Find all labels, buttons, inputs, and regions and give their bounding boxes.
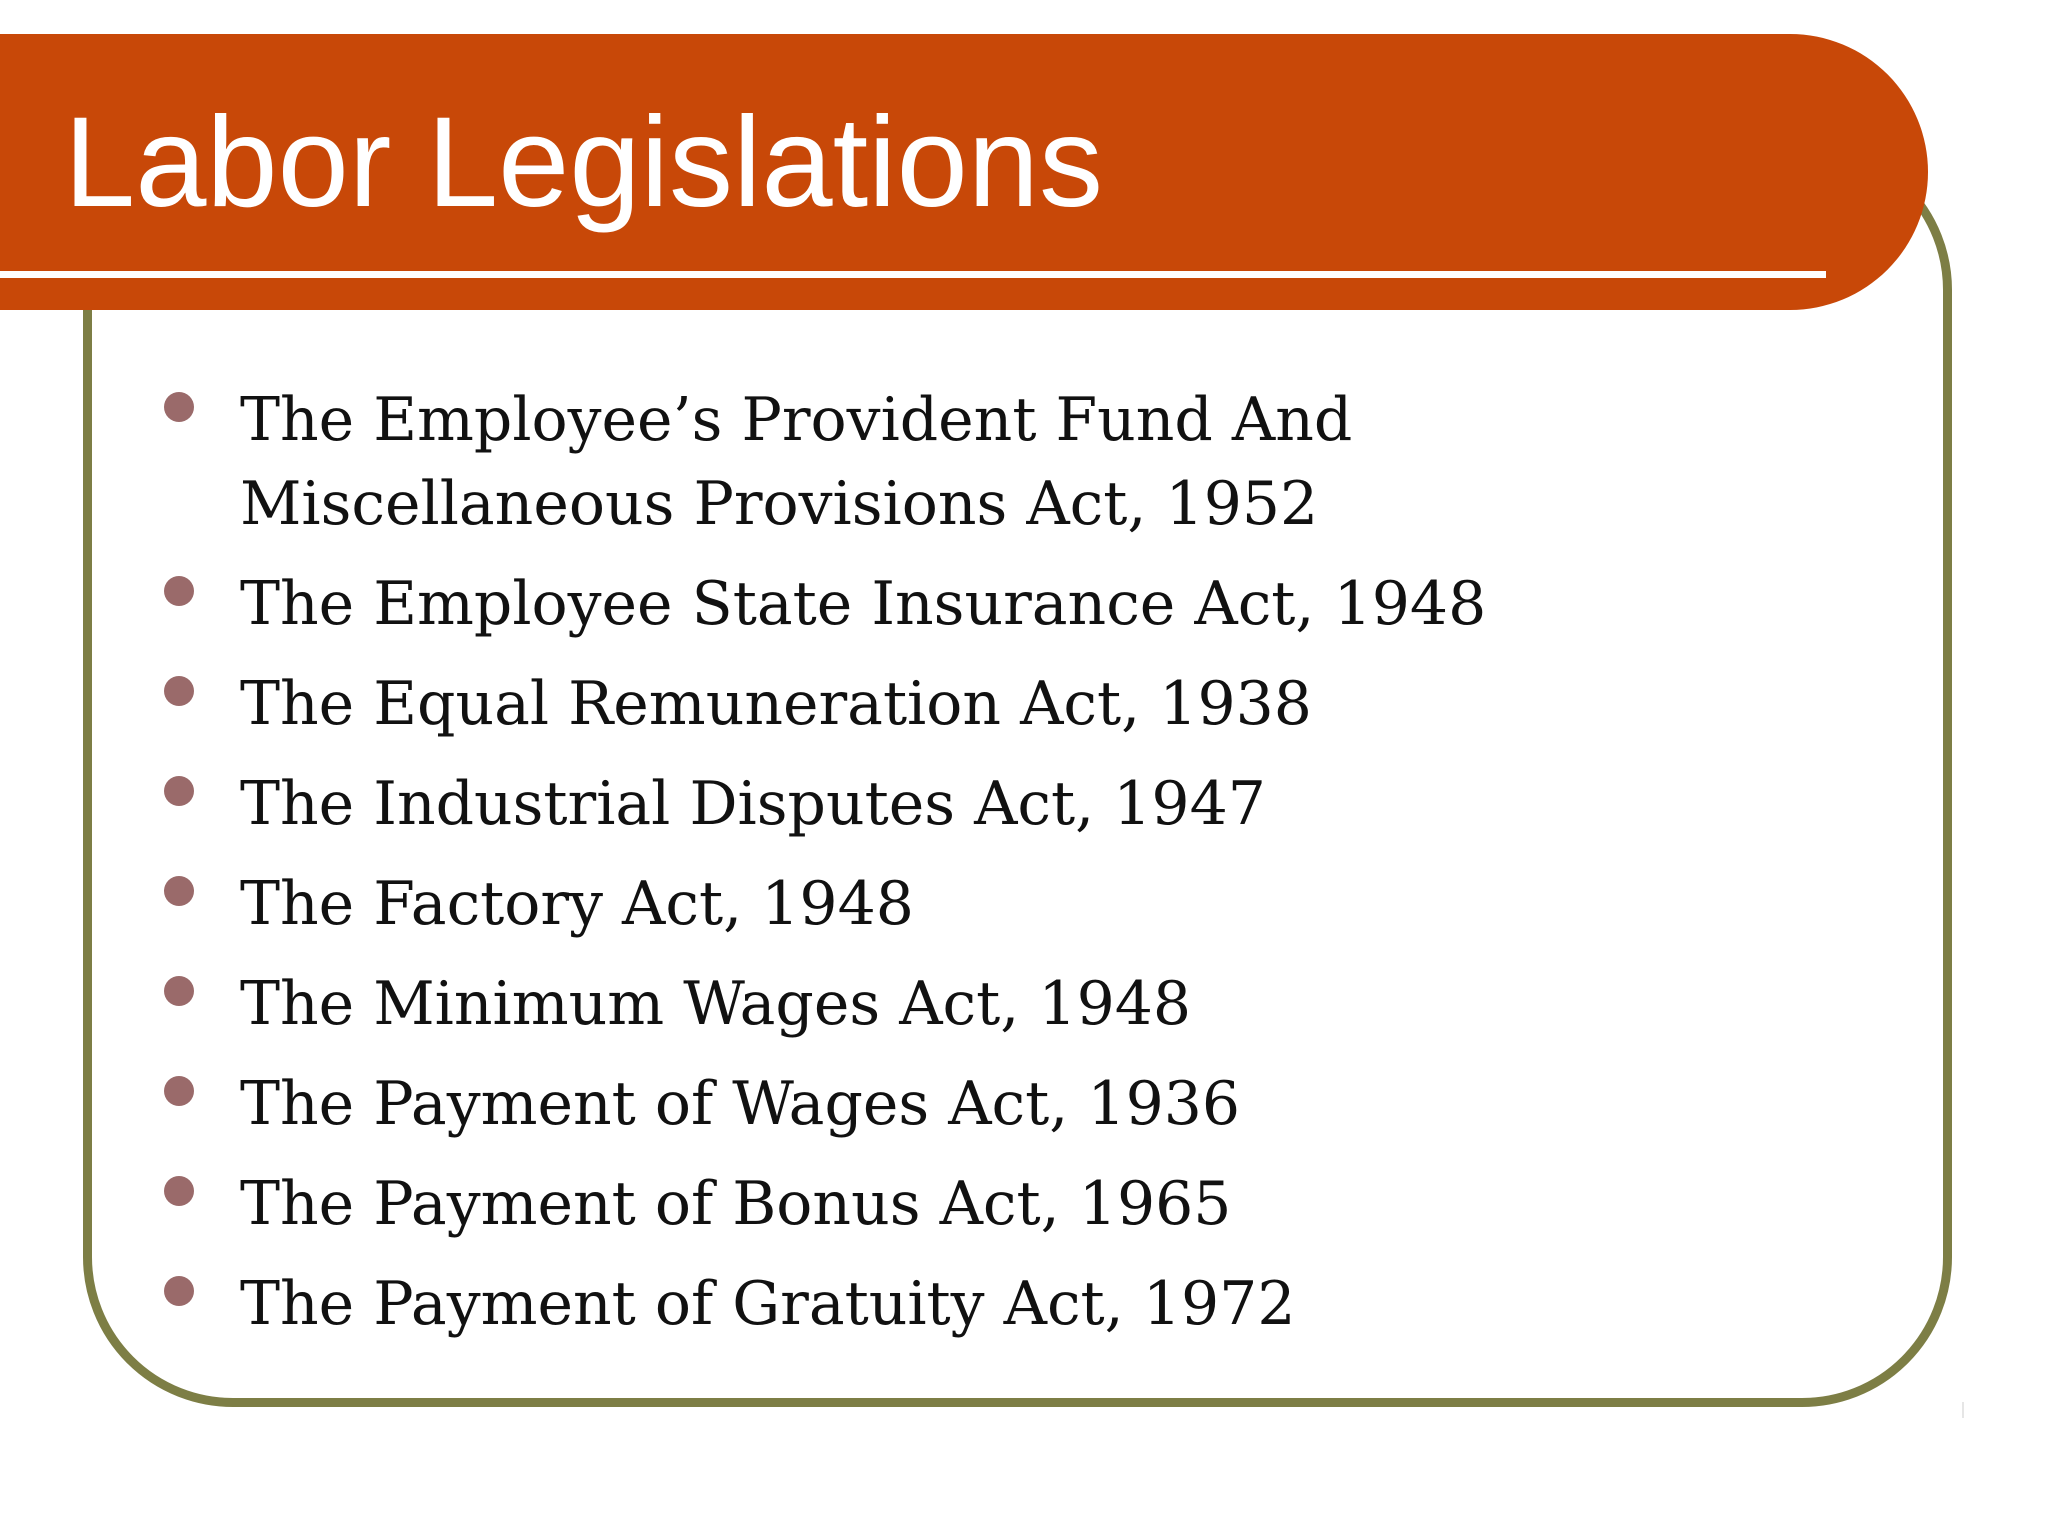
list-item [160,1162,1800,1246]
bullet-icon [164,776,194,806]
list-item [160,962,1800,1046]
list-item-text: The Employee State Insurance Act, 1948 [240,569,1487,639]
list-item-text: The Payment of Gratuity Act, 1972 [240,1269,1296,1339]
list-item [160,1062,1800,1146]
list-item [160,1262,1800,1346]
bullet-icon [164,1076,194,1106]
list-item [160,762,1800,846]
list-item [160,378,1800,546]
slide-title: Labor Legislations [64,91,1103,234]
bullet-icon [164,876,194,906]
bullet-icon [164,676,194,706]
bullet-icon [164,576,194,606]
list-item-text: The Equal Remuneration Act, 1938 [240,669,1312,739]
list-item-text: The Payment of Wages Act, 1936 [240,1069,1241,1139]
bullet-icon [164,976,194,1006]
list-item-text: The Employee’s Provident Fund And Miscellaneous Provisions Act, 1952 [240,385,1353,539]
corner-mark [1962,1402,1964,1418]
list-item [160,562,1800,646]
list-item [160,662,1800,746]
bullet-list [160,378,1800,1362]
bullet-icon [164,1176,194,1206]
title-divider [0,271,1826,278]
list-item-text: The Factory Act, 1948 [240,869,914,939]
list-item-text: The Industrial Disputes Act, 1947 [240,769,1266,839]
list-item-text: The Minimum Wages Act, 1948 [240,969,1192,1039]
bullet-icon [164,1276,194,1306]
list-item-text: The Payment of Bonus Act, 1965 [240,1169,1232,1239]
bullet-icon [164,392,194,422]
list-item [160,862,1800,946]
